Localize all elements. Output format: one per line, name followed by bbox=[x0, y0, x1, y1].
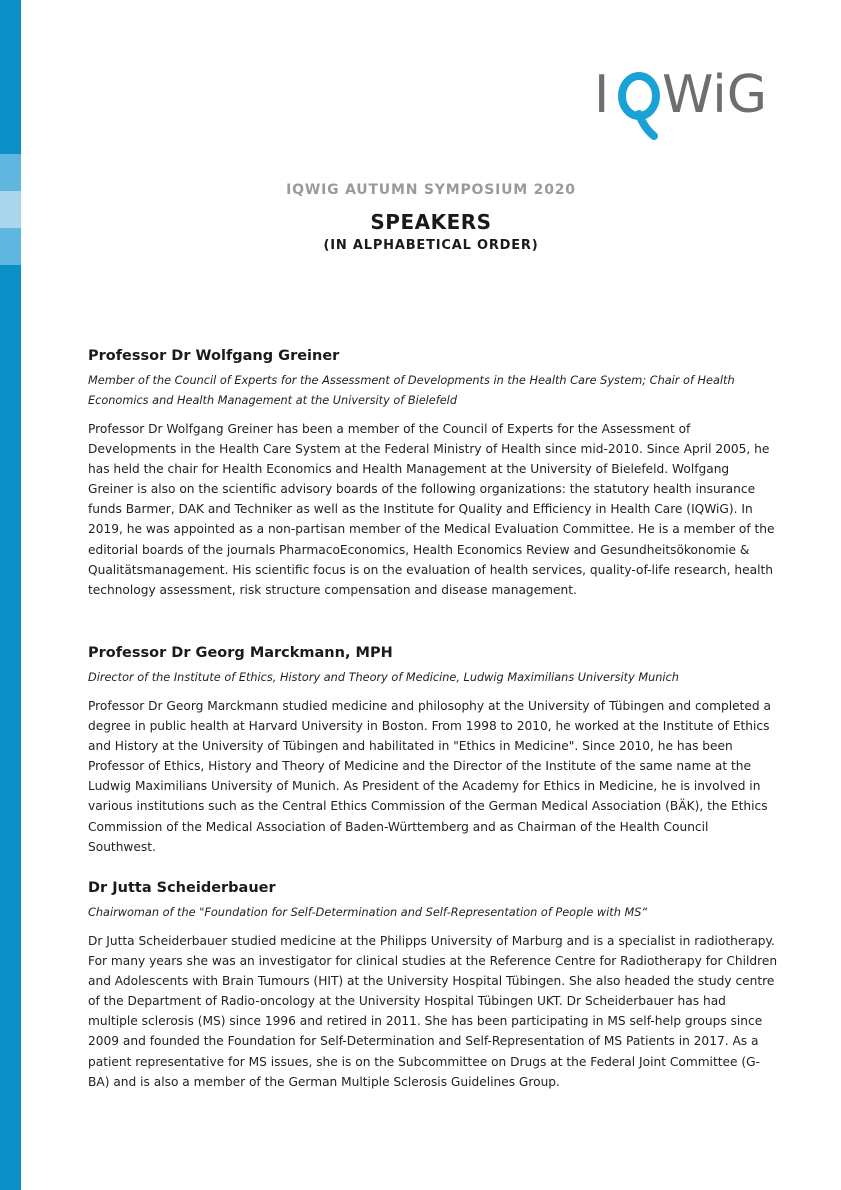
logo-letters-wig: WiG bbox=[662, 65, 768, 125]
speaker-name: Professor Dr Georg Marckmann, MPH bbox=[88, 645, 393, 661]
iqwig-logo bbox=[592, 62, 777, 146]
speaker-role: Director of the Institute of Ethics, History and Theory of Medicine, Ludwig Maximilians University Munich bbox=[88, 671, 679, 684]
speaker-bio: Professor Dr Wolfgang Greiner has been a member of the Council of Experts for the Assessment of Developments in the Health Care System at the Federal Ministry of Health since mid-2010. Since April 2005, he has held the chair for Health Economics and Health Management at the University of Bielefeld. Wolfgang Greiner is also on the scientific advisory boards of the following organizations: the statutory health insurance funds Barmer, DAK and Techniker as well as the Institute for Quality and Efficiency in Health Care (IQWiG). In 2019, he was appointed as a non-partisan member of the Medical Evaluation Committee. He is a member of the editorial boards of the journals PharmacoEconomics, Health Economics Review and Gesundheitsökonomie & Qualitätsmanagement. His scientific focus is on the evaluation of health services, quality-of-life research, health technology assessment, risk structure compensation and disease management. bbox=[88, 422, 775, 597]
symposium-title: IQWIG AUTUMN SYMPOSIUM 2020 bbox=[286, 182, 576, 198]
speaker-bio: Professor Dr Georg Marckmann studied medicine and philosophy at the University of Tübingen and completed a degree in public health at Harvard University in Boston. From 1998 to 2010, he worked at the Institute of Ethics and History at the University of Tübingen and habilitated in "Ethics in Medicine". Since 2010, he has been Professor of Ethics, History and Theory of Medicine and the Director of the Institute of the same name at the Ludwig Maximilians University of Munich. As President of the Academy for Ethics in Medicine, he is involved in various institutions such as the Central Ethics Commission of the German Medical Association (BÄK), the Ethics Commission of the Medical Association of Baden-Württemberg and as Chairman of the Health Council Southwest. bbox=[88, 699, 771, 854]
speaker-name: Professor Dr Wolfgang Greiner bbox=[88, 348, 340, 364]
speaker-role: Chairwoman of the "Foundation for Self-Determination and Self-Representation of People with MS“ bbox=[88, 906, 648, 919]
logo-q-mark bbox=[622, 76, 656, 136]
speaker-name: Dr Jutta Scheiderbauer bbox=[88, 880, 276, 896]
side-accent-block bbox=[0, 154, 21, 191]
speaker-role: Member of the Council of Experts for the Assessment of Developments in the Health Care System; Chair of Health Economics and Health Management at the University of Bielefeld bbox=[88, 374, 735, 407]
speaker-entry bbox=[88, 645, 778, 857]
speaker-bio: Dr Jutta Scheiderbauer studied medicine at the Philipps University of Marburg and is a specialist in radiotherapy. For many years she was an investigator for clinical studies at the Reference Centre for Radiotherapy for Children and Adolescents with Brain Tumours (HIT) at the University Hospital Tübingen. She also headed the study centre of the Department of Radio-oncology at the University Hospital Tübingen UKT. Dr Scheiderbauer has had multiple sclerosis (MS) since 1996 and retired in 2011. She has been participating in MS self-help groups since 2009 and founded the Foundation for Self-Determination and Self-Representation of MS Patients in 2017. As a patient representative for MS issues, she is on the Subcommittee on Drugs at the Federal Joint Committee (G-BA) and is also a member of the German Multiple Sclerosis Guidelines Group. bbox=[88, 934, 778, 1089]
speaker-entry bbox=[88, 880, 778, 1092]
page-subtitle: (IN ALPHABETICAL ORDER) bbox=[323, 238, 539, 253]
page-title: SPEAKERS bbox=[370, 210, 492, 234]
speaker-entry bbox=[88, 348, 778, 600]
logo-letter-i: I bbox=[594, 65, 610, 125]
side-accent-block bbox=[0, 191, 21, 228]
side-accent-block bbox=[0, 228, 21, 265]
